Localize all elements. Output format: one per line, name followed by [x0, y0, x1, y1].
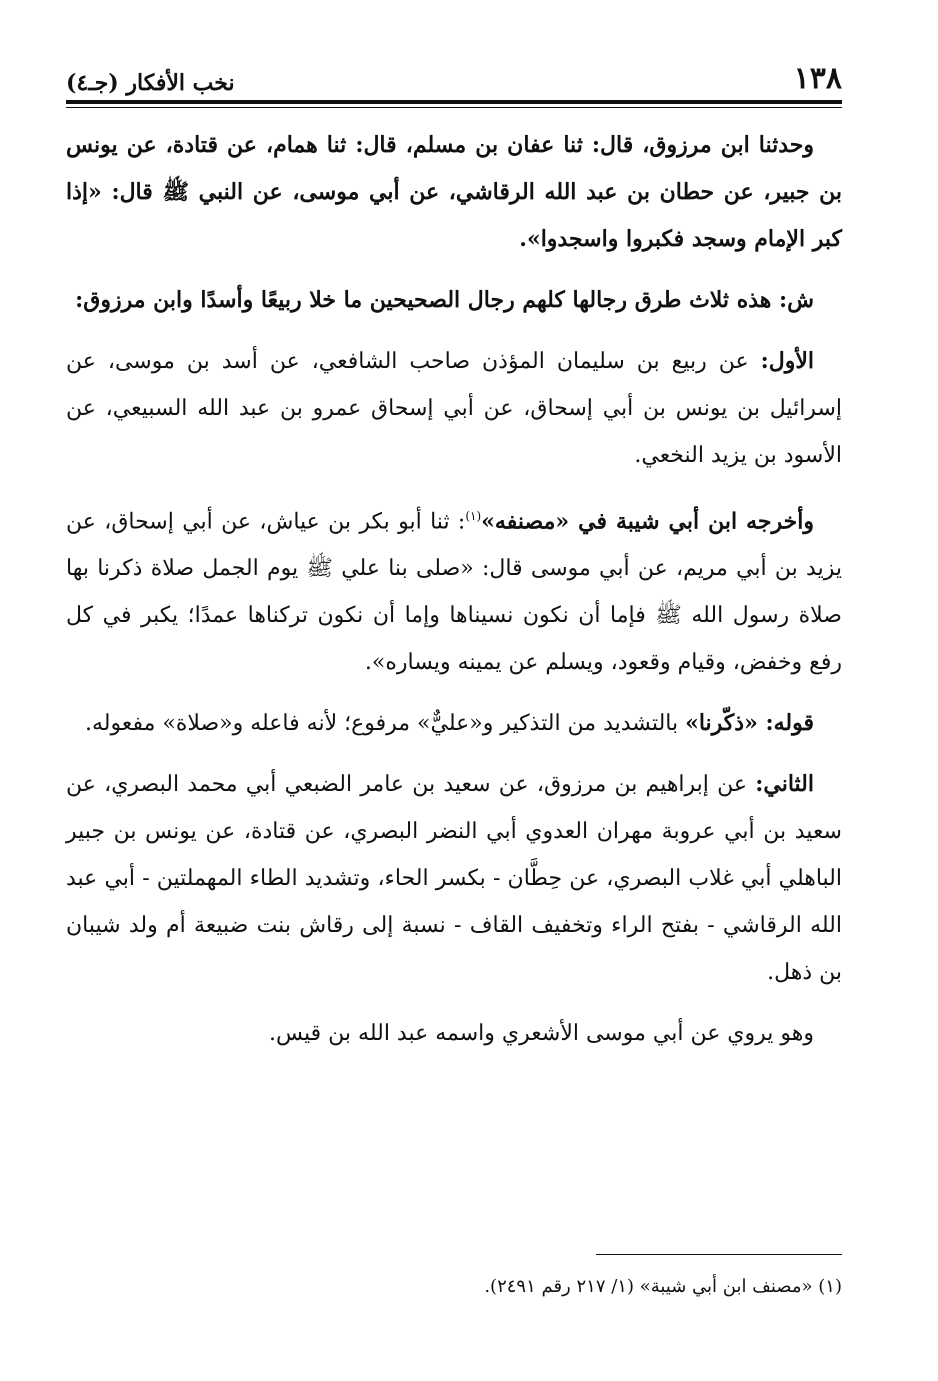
paragraph-ibn-abi-shaybah	[66, 493, 842, 686]
paragraph-commentary-intro: ش: هذه ثلاث طرق رجالها كلهم رجال الصحيحين ما خلا ربيعًا وأسدًا وابن مرزوق:	[75, 287, 814, 313]
explanation-lead: قوله: «ذكّرنا»	[685, 710, 814, 737]
page-header	[66, 50, 842, 94]
header-rule	[66, 100, 842, 104]
first-chain-lead: الأول:	[760, 348, 814, 374]
paragraph-narrator-note: وهو يروي عن أبي موسى الأشعري واسمه عبد الله بن قيس.	[268, 1021, 814, 1047]
second-chain-text: عن إبراهيم بن مرزوق، عن سعيد بن عامر الضبعي أبي محمد البصري، عن سعيد بن أبي عروبة مهران العدوي أبي النضر البصري، عن قتادة، عن يونس بن جبير الباهلي أبي غلاب البصري، عن حِطَّان - بكسر الحاء، وتشديد الطاء المهملتين - أبي عبد الله الرقاشي - بفتح الراء وتخفيف القاف - نسبة إلى رقاش بنت ضبيعة أم ولد شيبان بن ذهل.	[66, 772, 842, 986]
ibn-abi-shaybah-lead: وأخرجه ابن أبي شيبة في «مصنفه»	[481, 508, 814, 535]
ibn-abi-shaybah-text: : ثنا أبو بكر بن عياش، عن أبي إسحاق، عن يزيد بن أبي مريم، عن أبي موسى قال: «صلى بنا علي ﷺ يوم الجمل صلاة ذكرنا بها صلاة رسول الله ﷺ فإما أن نكون نسيناها وإما أن نكون تركناها عمدًا؛ يكبر في كل رفع وخفض، وقيام وقعود، ويسلم عن يمينه ويساره».	[66, 509, 842, 676]
paragraph-second-chain	[66, 761, 842, 996]
footnote: (١) «مصنف ابن أبي شيبة» (١/ ٢١٧ رقم ٢٤٩١).	[484, 1276, 842, 1297]
page-number: ١٣٨	[793, 61, 842, 96]
explanation-text: بالتشديد من التذكير و«عليٌّ» مرفوع؛ لأنه فاعله و«صلاة» مفعوله.	[84, 711, 686, 737]
first-chain-text: عن ربيع بن سليمان المؤذن صاحب الشافعي، عن أسد بن موسى، عن إسرائيل بن يونس بن أبي إسحاق، عن أبي إسحاق عمرو بن عبد الله السبيعي، عن الأسود بن يزيد النخعي.	[66, 349, 842, 468]
paragraph-first-chain	[66, 338, 842, 479]
page-body	[66, 122, 842, 1071]
running-title: نخب الأفكار (جـ٤)	[66, 70, 235, 96]
footnote-rule	[596, 1254, 842, 1255]
footnote-marker[interactable]: (١)	[465, 509, 482, 523]
second-chain-lead: الثاني:	[755, 771, 814, 798]
paragraph-hadith-chain: وحدثنا ابن مرزوق، قال: ثنا عفان بن مسلم، قال: ثنا همام، عن قتادة، عن يونس بن جبير، عن حطان بن عبد الله الرقاشي، عن أبي موسى، عن النبي ﷺ قال: «إذا كبر الإمام وسجد فكبروا واسجدوا».	[66, 132, 842, 252]
header-rule-thin	[66, 107, 842, 108]
paragraph-explanation	[66, 700, 842, 747]
book-page	[66, 40, 842, 1360]
